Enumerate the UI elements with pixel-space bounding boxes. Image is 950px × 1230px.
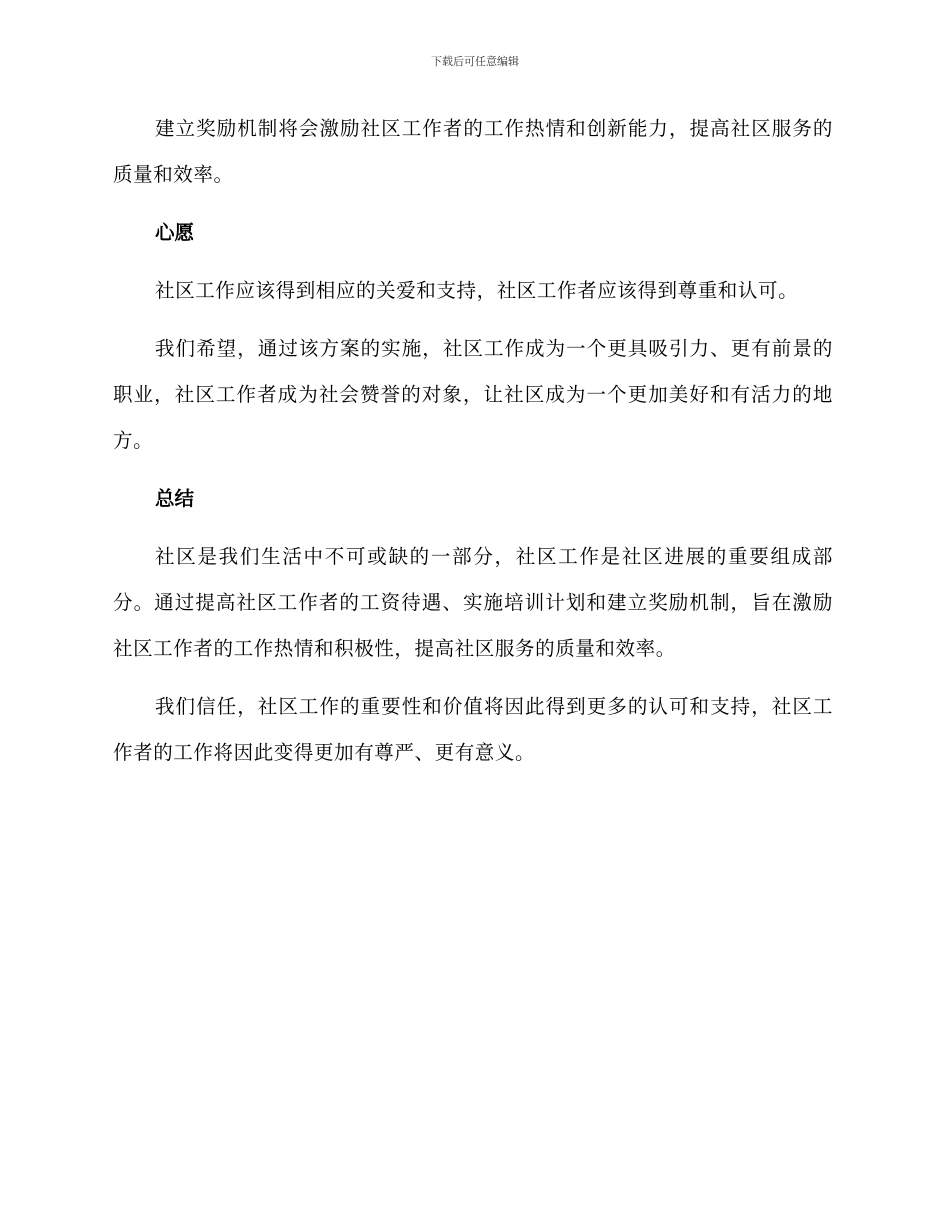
section-heading-summary: 总结 <box>155 487 195 510</box>
paragraph-reward-mechanism: 建立奖励机制将会激励社区工作者的工作热情和创新能力，提高社区服务的质量和效率。 <box>113 117 833 186</box>
section-heading-wish: 心愿 <box>155 221 195 244</box>
paragraph-hope: 我们希望，通过该方案的实施，社区工作成为一个更具吸引力、更有前景的职业，社区工作者成为社会赞誉的对象，让社区成为一个更加美好和有活力的地方。 <box>113 337 833 452</box>
paragraph-care-support: 社区工作应该得到相应的关爱和支持，社区工作者应该得到尊重和认可。 <box>155 279 799 302</box>
document-body <box>113 106 833 788</box>
paragraph-summary: 社区是我们生活中不可或缺的一部分，社区工作是社区进展的重要组成部分。通过提高社区工作者的工资待遇、实施培训计划和建立奖励机制，旨在激励社区工作者的工作热情和积极性，提高社区服务的质量和效率。 <box>113 545 833 660</box>
paragraph-belief: 我们信任，社区工作的重要性和价值将因此得到更多的认可和支持，社区工作者的工作将因此变得更加有尊严、更有意义。 <box>113 695 833 764</box>
page-header: 下载后可任意编辑 <box>431 55 519 68</box>
